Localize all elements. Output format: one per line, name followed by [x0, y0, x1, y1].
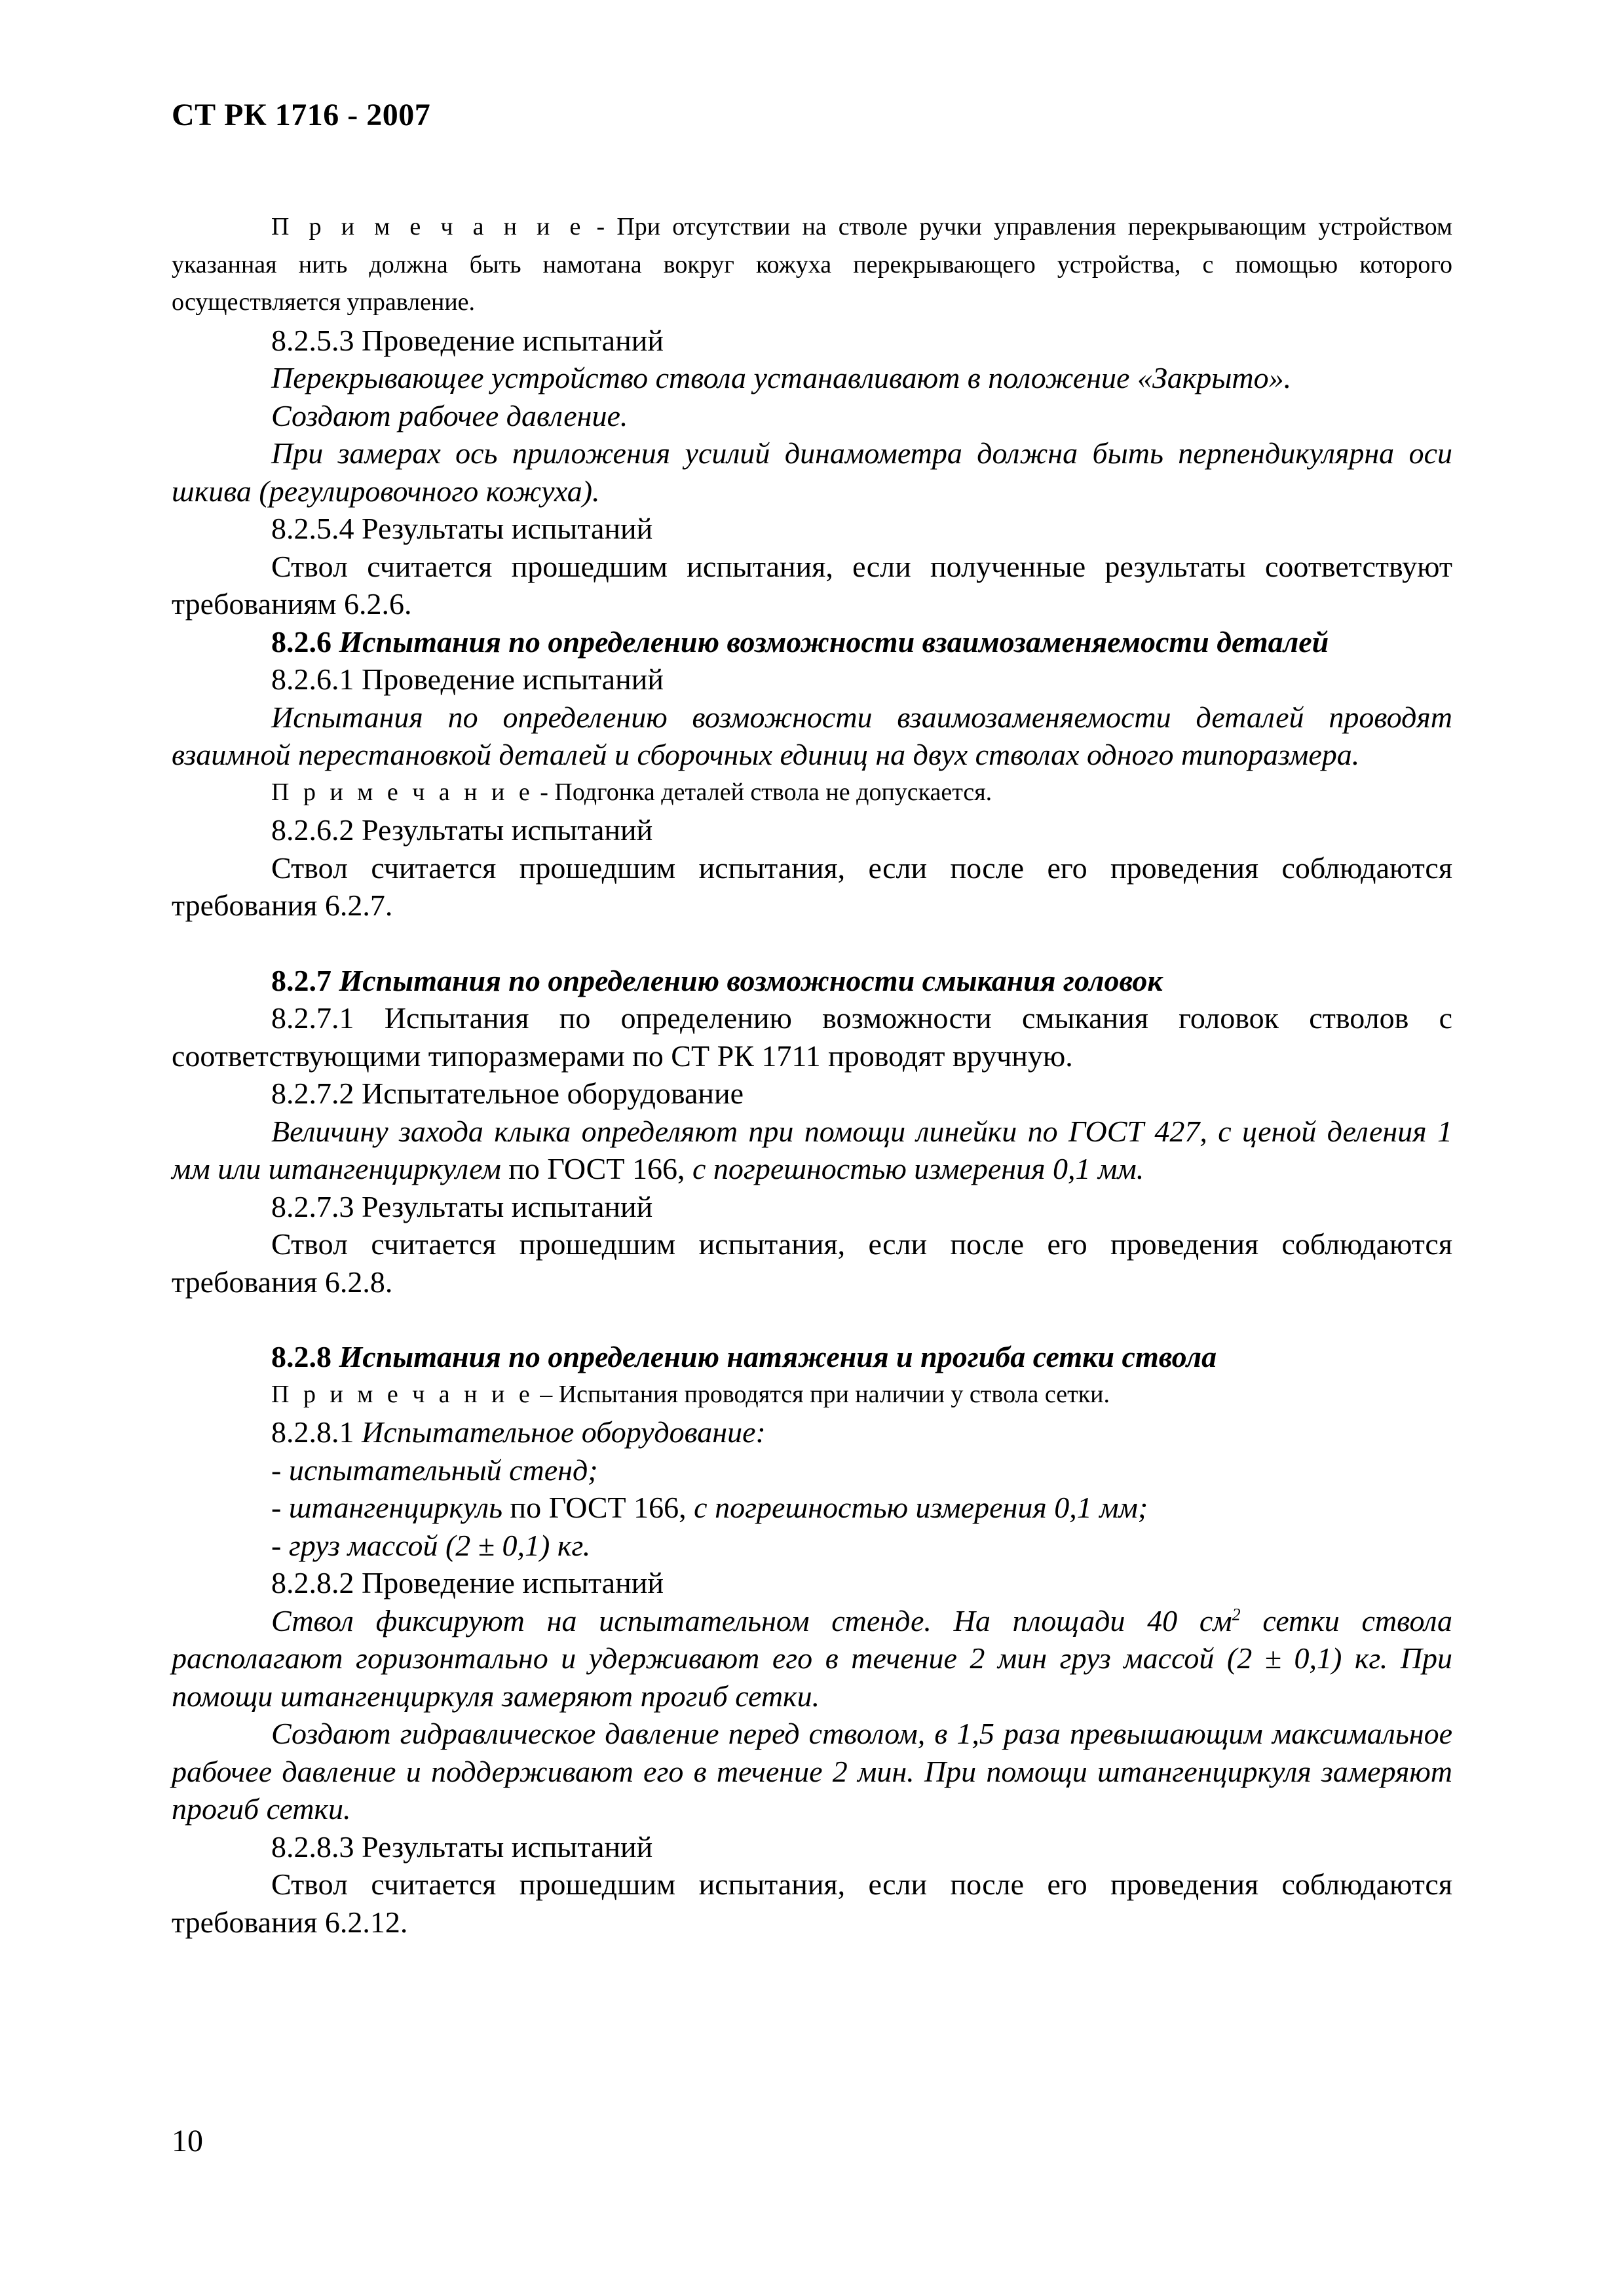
text-run: с погрешностью измерения 0,1 мм;	[694, 1491, 1148, 1524]
text-run: Ствол фиксируют на испытательном стенде. На площади 40 см	[271, 1603, 1232, 1637]
section-heading-8-2-5-3: 8.2.5.3 Проведение испытаний	[271, 323, 664, 357]
list-item: - груз массой (2 ± 0,1) кг.	[271, 1528, 591, 1562]
section-title: Испытания по определению возможности взаимозаменяемости деталей	[339, 624, 1329, 659]
section-heading-8-2-8-3: 8.2.8.3 Результаты испытаний	[271, 1829, 653, 1864]
section-heading-8-2-7-2: 8.2.7.2 Испытательное оборудование	[271, 1077, 744, 1110]
note-label: П р и м е ч а н и е	[271, 213, 585, 240]
paragraph	[172, 1602, 1452, 1715]
section-spacer	[172, 925, 1452, 962]
paragraph: Ствол считается прошедшим испытания, если после его проведения соблюдаются требования 6.2.7.	[172, 851, 1452, 922]
paragraph: Создают рабочее давление.	[271, 398, 628, 432]
list-item: - испытательный стенд;	[271, 1453, 598, 1487]
note-separator: –	[533, 1380, 559, 1408]
section-number: 8.2.7	[271, 963, 331, 997]
note-label: П р и м е ч а н и е	[271, 1380, 534, 1408]
paragraph: Испытания по определению возможности взаимозаменяемости деталей проводят взаимной перестановкой деталей и сборочных единиц на двух стволах одного типоразмера.	[172, 700, 1452, 771]
page-number: 10	[172, 2124, 203, 2158]
document-body	[172, 208, 1452, 1941]
text-run: по ГОСТ 166,	[500, 1152, 692, 1185]
section-number: 8.2.8	[271, 1340, 331, 1373]
paragraph: Создают гидравлическое давление перед стволом, в 1,5 раза превышающим максимальное рабочее давление и поддерживают его в течение 2 мин. При помощи штангенциркуля замеряют прогиб сетки.	[172, 1717, 1452, 1826]
section-spacer	[172, 1301, 1452, 1338]
note-separator: -	[533, 778, 555, 806]
section-title: Испытательное оборудование:	[362, 1415, 766, 1449]
section-heading-8-2-5-4: 8.2.5.4 Результаты испытаний	[271, 512, 653, 545]
section-heading-8-2-6-2: 8.2.6.2 Результаты испытаний	[271, 813, 653, 847]
note-paragraph	[172, 1376, 1452, 1414]
note-separator: -	[584, 213, 617, 240]
paragraph: Ствол считается прошедшим испытания, если после его проведения соблюдаются требования 6.2.8.	[172, 1227, 1452, 1299]
text-run: с погрешностью измерения 0,1 мм.	[692, 1152, 1144, 1185]
note-text: Подгонка деталей ствола не допускается.	[554, 778, 992, 806]
text-run: сетки ствола располагают горизонтально и удерживают его в течение 2 мин груз массой (2 ± 0,1) кг. При помощи штангенциркуля замеряют прогиб сетки.	[172, 1603, 1452, 1713]
section-heading-8-2-6-1: 8.2.6.1 Проведение испытаний	[271, 662, 664, 696]
section-number: 8.2.8.1	[271, 1415, 362, 1449]
section-heading-8-2-7	[172, 962, 1452, 1000]
list-item	[172, 1489, 1452, 1527]
text-run: по ГОСТ 166,	[502, 1491, 694, 1524]
superscript: 2	[1232, 1605, 1241, 1624]
paragraph: При замерах ось приложения усилий динамометра должна быть перпендикулярна оси шкива (регулировочного кожуха).	[172, 436, 1452, 508]
note-text: При отсутствии на стволе ручки управления перекрывающим устройством указанная нить должна быть намотана вокруг кожуха перекрывающего устройства, с помощью которого осуществляется управление.	[172, 213, 1452, 316]
paragraph: Ствол считается прошедшим испытания, если полученные результаты соответствуют требованиям 6.2.6.	[172, 549, 1452, 621]
note-text: Испытания проводятся при наличии у ствола сетки.	[558, 1380, 1110, 1408]
section-heading-8-2-6	[172, 623, 1452, 661]
section-number: 8.2.6	[271, 624, 331, 659]
note-paragraph	[172, 208, 1452, 322]
paragraph: Ствол считается прошедшим испытания, если после его проведения соблюдаются требования 6.2.12.	[172, 1867, 1452, 1939]
section-heading-8-2-7-3: 8.2.7.3 Результаты испытаний	[271, 1189, 653, 1223]
paragraph: Перекрывающее устройство ствола устанавливают в положение «Закрыто».	[271, 361, 1292, 394]
text-run: Величину захода клыка определяют при помощи линейки по ГОСТ 427, с ценой деления 1 мм или штангенциркулем	[172, 1114, 1452, 1185]
section-heading-8-2-8	[172, 1338, 1452, 1376]
section-heading-8-2-8-1	[172, 1413, 1452, 1451]
note-label: П р и м е ч а н и е	[271, 778, 534, 806]
section-title: Испытания по определению натяжения и прогиба сетки ствола	[339, 1340, 1217, 1373]
paragraph: 8.2.7.1 Испытания по определению возможности смыкания головок стволов с соответствующими типоразмерами по СТ РК 1711 проводят вручную.	[172, 1001, 1452, 1073]
section-title: Испытания по определению возможности смыкания головок	[339, 963, 1163, 997]
note-paragraph	[172, 774, 1452, 812]
section-heading-8-2-8-2: 8.2.8.2 Проведение испытаний	[271, 1566, 664, 1599]
text-run: - штангенциркуль	[271, 1491, 503, 1524]
document-code-header: СТ РК 1716 - 2007	[172, 98, 431, 132]
paragraph	[172, 1113, 1452, 1188]
